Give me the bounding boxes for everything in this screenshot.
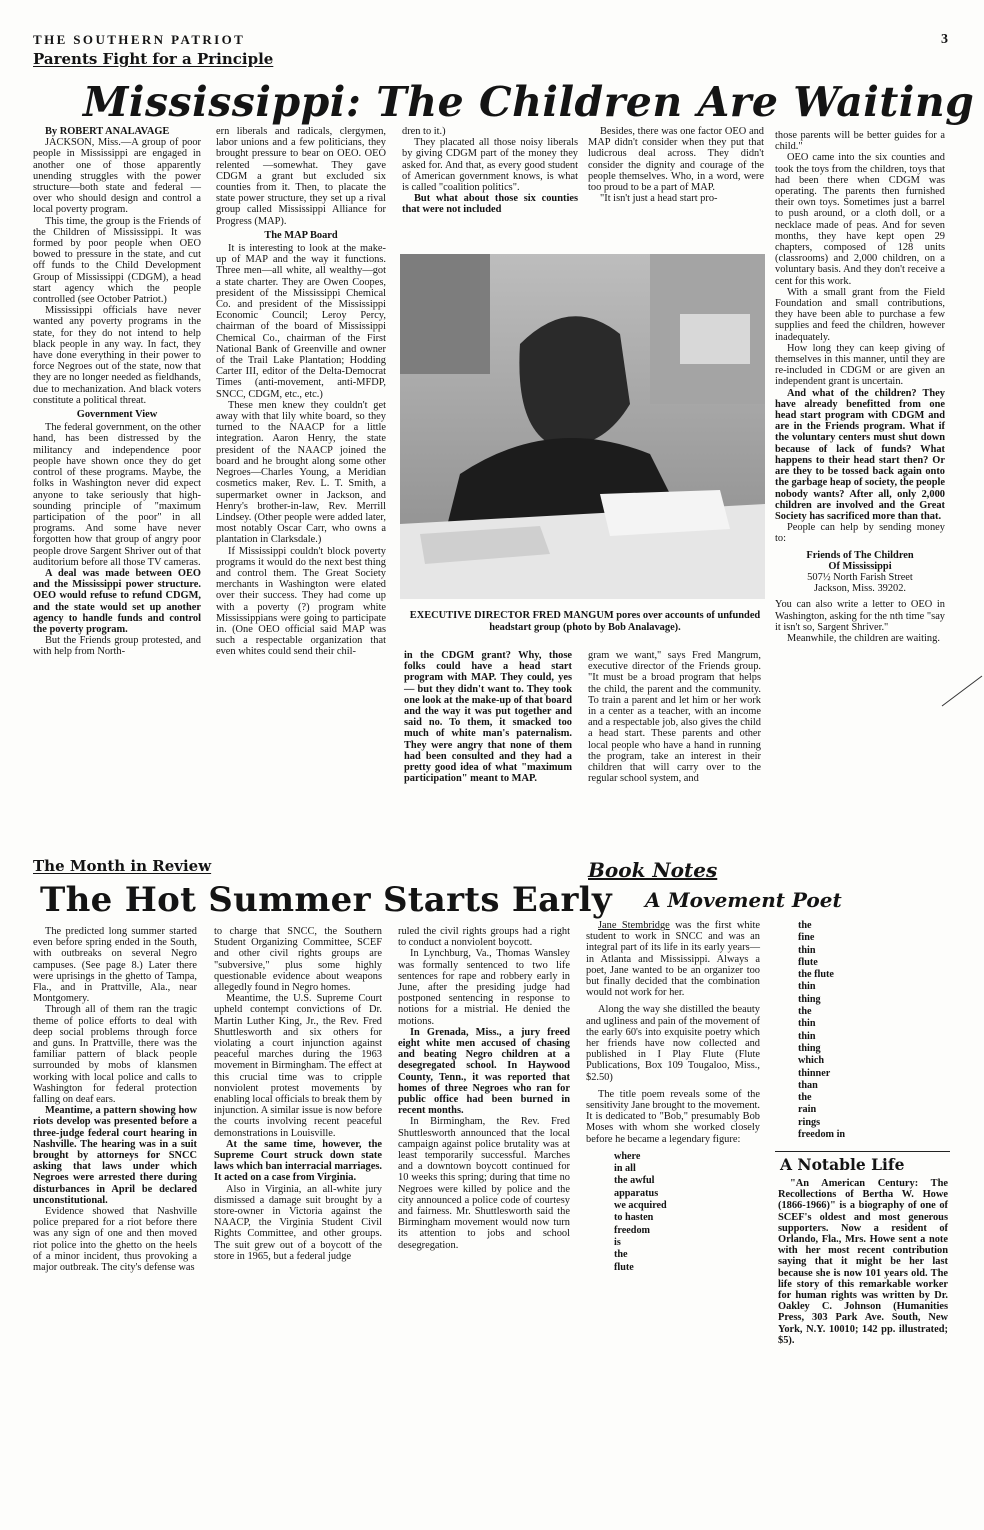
photo-fred-mangum xyxy=(400,254,765,599)
paragraph-bold: At the same time, however, the Supreme Court struck down state laws which ban interracial marriages. It acted on a case from Virginia. xyxy=(214,1138,382,1184)
poem-line: freedom xyxy=(614,1224,651,1236)
paragraph: ern liberals and radicals, clergymen, labor unions and a few politicians, they brought pressure to bear on OEO. OEO relented —somewhat. They gave CDGM a grant but excluded six counties from it. Then, to placate the state power structure, they set up a rival group called Mississippi Alliance for Progress (MAP). xyxy=(216,126,386,227)
paragraph: If Mississippi couldn't block poverty programs it would do the next best thing and control them. The Great Society merchants in Washington were elated over their success. They had come up with a poverty (?) program white Mississippians were going to participate in. (One OEO official said MAP was such a respectable organization that even whites could send their chil- xyxy=(216,545,386,658)
poem-line: the xyxy=(614,1249,628,1261)
paragraph: How long they can keep giving of themselves in this manner, until they are re-included in CDGM or are given an independent grant is uncertain. xyxy=(775,342,945,388)
poem-line: where xyxy=(614,1150,641,1162)
poem-line: freedom in xyxy=(798,1129,846,1141)
paragraph: You can also write a letter to OEO in Washington, asking for the nth time "say it isn't so, Sargent Shriver." xyxy=(775,599,945,633)
poem-line: thing xyxy=(798,993,821,1005)
photo-caption: EXECUTIVE DIRECTOR FRED MANGUM pores over accounts of unfunded headstart group (photo by Bob Analavage). xyxy=(409,610,761,633)
story1-column-4-bottom xyxy=(588,650,761,784)
story2-column-1 xyxy=(33,926,197,1273)
paragraph: was the first white student to work in SNCC and was an integral part of its life in its early years—in Atlanta and Mississippi. Always a poet, Jane wanted to be an organizer too but finally decided that the combination would not work for her. xyxy=(586,920,760,999)
paragraph: Also in Virginia, an all-white jury dismissed a damage suit brought by a store-owner in Victoria against the NAACP, the Virginia Student Civil Rights Committee, and other groups. The suit grew out of a boycott of the store in 1965, but a federal judge xyxy=(214,1183,382,1262)
story2-column-2 xyxy=(214,926,382,1262)
story2-kicker: The Month in Review xyxy=(33,857,212,875)
paragraph: Meantime, the U.S. Supreme Court upheld contempt convictions of Dr. Martin Luther King, Jr., the Rev. Fred Shuttlesworth and six others for violating a court injunction against peaceful marches during the 1963 movement in Birmingham. The effect at this crucial time was to cripple nonviolent protest movements by enabling local officials to break them by injunction. A similar issue is now before the courts involving recent peaceful demonstrations in Louisville. xyxy=(214,993,382,1139)
paragraph: The predicted long summer started even before spring ended in the South, with outbreaks on several Negro campuses. (See page 8.) Later there were uprisings in the ghetto of Tampa, Fla., and in Prattville, Ala., near Montgomery. xyxy=(33,926,197,1005)
story2-headline: The Hot Summer Starts Early xyxy=(40,880,612,920)
poem-line: the xyxy=(798,1092,812,1104)
paragraph: Mississippi officials have never wanted any poverty programs in the state, for they do not intend to help black people in any way. In fact, they have done everything in their power to force Negroes out of the state, now that they are no longer needed as fieldhands, due to mechanization. And black voters constitute a political threat. xyxy=(33,305,201,406)
divider xyxy=(775,1151,950,1152)
paragraph-bold: in the CDGM grant? Why, those folks could have a head start program with MAP. They could, yes — but they didn't want to. They took one look at the make-up of that board and the way it was put together and said no. To them, it smacked too much of white man's paternalism. They were angry that none of them had been consulted and they had a pretty good idea of what "maximum participation" meant to MAP. xyxy=(404,650,572,785)
story1-column-3-top xyxy=(402,126,578,216)
newspaper-masthead: THE SOUTHERN PATRIOT xyxy=(33,32,246,47)
story1-column-3-bottom xyxy=(404,650,572,784)
story2-column-3 xyxy=(398,926,570,1251)
poem-line: thin xyxy=(798,1018,816,1030)
paragraph-bold: In Grenada, Miss., a jury freed eight white men accused of chasing and beating Negro children at a desegregated school. In Haywood County, Tenn., it was reported that homes of three Negroes who ran for public office had been burned in recent months. xyxy=(398,1026,570,1117)
poem-line: the xyxy=(798,1006,812,1018)
address-line: 507½ North Farish Street xyxy=(807,571,913,583)
notable-life-headline: A Notable Life xyxy=(780,1155,905,1174)
poem-line: rain xyxy=(798,1104,817,1116)
byline: By ROBERT ANALAVAGE xyxy=(45,126,170,137)
poem-line: the xyxy=(798,920,812,931)
paragraph: Along the way she distilled the beauty and ugliness and pain of the movement of the early 60's into exquisite poetry which her friends have now collected and published in I Play Flute (Flute Publications, Box 109 Tougaloo, Miss., $2.50) xyxy=(586,1004,761,1083)
story1-column-4-top xyxy=(588,126,764,204)
paragraph: JACKSON, Miss.—A group of poor people in Mississippi are engaged in another one of those apparently unending struggles with the power structure—both state and federal — over who should design and control a local poverty program. xyxy=(33,137,201,216)
poem-line: thin xyxy=(798,944,816,956)
paragraph-bold: But what about those six counties that were not included xyxy=(402,193,578,216)
address-line: Of Mississippi xyxy=(828,560,892,572)
paragraph: People can help by sending money to: xyxy=(775,522,945,545)
paragraph: They placated all those noisy liberals by giving CDGM part of the money they asked for. And that, as every good student of American government knows, is what is called "coalition politics". xyxy=(402,137,578,194)
paragraph: gram we want," says Fred Mangrum, executive director of the Friends group. "It must be a broad program that helps the child, the parent and the community. To train a parent and let him or her work in a center as a teacher, with an income and a respectable job, also gives the child a head start. These parents and other local people who have a hand in running the program, take an interest in their children that will carry over to the regular school system, and xyxy=(588,650,761,785)
paragraph: Through all of them ran the tragic theme of police efforts to deal with deep social problems through force and guns. In Prattville, there was the familiar pattern of black people surrounded by mobs of klansmen working with local police and calls to Washington for federal protection falling on deaf ears. xyxy=(33,1004,197,1106)
paragraph-bold: "An American Century: The Recollections of Bertha W. Howe (1866-1966)" is a biography of one of SCEF's oldest and most generous supporters. Now a resident of Orlando, Fla., Mrs. Howe sent a note with her most recent contribution saying that it might be her last because she is now 101 years old. The life story of this remarkable worker for human rights was written by Dr. Oakley C. Johnson (Humanities Press, 303 Park Ave. South, New York, N.Y. 10010; 142 pp. illustrated; $5). xyxy=(778,1178,948,1346)
subhead-government-view: Government View xyxy=(76,409,158,421)
paragraph-bold: And what of the children? They have already benefitted from one head start program with CDGM and are in the Friends program. What if the voluntary centers must shut down because of lack of funds? What happens to their head start then? Or are they to be tossed back again onto the garbage heap of society, the people nobody wants? After all, only 2,000 children are involved and the Great Society has sacrificed more than that. xyxy=(775,387,945,522)
book-notes-headline: A Movement Poet xyxy=(645,888,842,912)
paragraph: This time, the group is the Friends of the Children of Mississippi. It was formed by poor people when OEO bowed to pressure in the state, and cut off funds to the Child Development Group of Mississippi (CDGM), a head start agency which the people controlled (see October Patriot.) xyxy=(33,215,201,306)
book-notes-column xyxy=(586,920,760,1274)
poem-line: thin xyxy=(798,981,816,993)
photo-image xyxy=(400,254,765,599)
poem-part-2 xyxy=(798,920,845,1141)
poem-part-1 xyxy=(614,1151,760,1274)
poem-line: fine xyxy=(798,932,815,944)
poem-line: is xyxy=(614,1236,621,1248)
subhead-map-board: The MAP Board xyxy=(264,229,338,241)
poem-line: flute xyxy=(614,1261,634,1273)
paragraph: Meanwhile, the children are waiting. xyxy=(787,632,940,644)
story1-column-2 xyxy=(216,126,386,658)
poem-line: we acquired xyxy=(614,1200,667,1212)
paragraph: OEO came into the six counties and took the toys from the children, toys that had been there when CDGM was operating. The parents then furnished their own toys. Sometimes just a barrel to push around, or a cloth doll, or a necklace made of peas. And for seven months, they have kept open 29 chapters, composed of 128 units (classrooms) and 2,000 children, on a voluntary basis. And they don't receive a cent for this work. xyxy=(775,152,945,287)
poem-line: to hasten xyxy=(614,1212,654,1224)
address-line: Jackson, Miss. 39202. xyxy=(813,583,907,595)
book-notes-kicker: Book Notes xyxy=(588,858,718,882)
poem-line: than xyxy=(798,1079,818,1091)
poem-line: thing xyxy=(798,1042,821,1054)
address-line: Friends of The Children xyxy=(806,549,914,561)
paragraph: Besides, there was one factor OEO and MAP didn't consider when they put that ludicrous deal across. They didn't consider the dignity and courage of the people themselves. Who, in a word, were too proud to be a part of MAP. xyxy=(588,126,764,194)
paragraph: It is interesting to look at the make-up of MAP and the way it functions. Three men—all white, all wealthy—got a state charter. They are Owen Coopes, president of the Mississippi Chemical Co. and president of the Mississippi Economic Council; Leroy Percy, chairman of the board of Mississippi Chemical Co., chairman of the First National Bank of Greenville and owner of the Trail Lake Plantation; Hodding Carter III, editor of the Delta-Democrat Times (anti-movement, anti-MFDP, SNCC, CDGM, etc., etc.) xyxy=(216,243,386,400)
paragraph: "It isn't just a head start pro- xyxy=(600,193,718,205)
poem-line: rings xyxy=(798,1116,821,1128)
poem-line: the flute xyxy=(798,969,834,981)
paragraph: Evidence showed that Nashville police prepared for a riot before there was any sign of one and then moved riot police into the ghetto on the heels of a minor incident, thus provoking a major outbreak. The city's defense was xyxy=(33,1206,197,1274)
author-name: Jane Stembridge xyxy=(598,920,670,931)
poem-line: in all xyxy=(614,1163,636,1175)
story1-column-1 xyxy=(33,126,201,658)
paragraph: those parents will be better guides for a child." xyxy=(775,130,945,153)
paragraph: In Birmingham, the Rev. Fred Shuttlesworth announced that the local campaign against police brutality was at least temporarily successful. Marches and a downtown boycott continued for 10 weeks this spring; during that time no Negroes were killed by police and the city announced a police code of courtesy and fairness. Mr. Shuttlesworth said the Birmingham movement would now turn its attention to jobs and school desegregation. xyxy=(398,1116,570,1251)
poem-line: the awful xyxy=(614,1175,655,1187)
poem-line: thinner xyxy=(798,1067,831,1079)
poem-line: which xyxy=(798,1055,825,1067)
paragraph: These men knew they couldn't get away with that lily white board, so they turned to the NAACP for a little integration. Aaron Henry, the state president of the NAACP joined the board and he brought along some other Negroes—Charles Young, a Meridian cosmetics maker, Rev. L. T. Smith, a supermarket owner in Jackson, and Henry's brother-in-law, Rev. Merrill Lindsey. (Other people were added later, most notably Oscar Carr, who owns a plantation in Clarksdale.) xyxy=(216,399,386,546)
donation-address xyxy=(775,550,945,595)
paragraph: ruled the civil rights groups had a right to conduct a nonviolent boycott. xyxy=(398,926,570,949)
poem-line: flute xyxy=(798,956,818,968)
pen-mark-icon xyxy=(940,672,984,712)
poem-line: thin xyxy=(798,1030,816,1042)
story1-column-5 xyxy=(775,130,945,644)
paragraph: The title poem reveals some of the sensitivity Jane brought to the movement. It is dedicated to "Bob," presumably Bob Moses with whom she worked closely before he became a legendary figure: xyxy=(586,1088,760,1145)
paragraph: dren to it.) xyxy=(402,126,446,137)
paragraph: to charge that SNCC, the Southern Student Organizing Committee, SCEF and other civil rights groups are "subversive," plus some highly questionable evidence about weapons allegedly found in Negro homes. xyxy=(214,926,382,994)
story1-kicker: Parents Fight for a Principle xyxy=(33,50,274,68)
paragraph-bold: A deal was made between OEO and the Mississippi power structure. OEO would refuse to refund CDGM, and the state would set up another agency to handle funds and control the poverty program. xyxy=(33,567,201,635)
story1-headline: Mississippi: The Children Are Waiting xyxy=(83,78,975,126)
paragraph: In Lynchburg, Va., Thomas Wansley was formally sentenced to two life sentences for rape and robbery early in June, after the presiding judge had postponed sentencing in response to notions for a mistrial. He denied the motions. xyxy=(398,948,570,1027)
notable-life-column xyxy=(778,1178,948,1346)
paragraph: The federal government, on the other hand, has been distressed by the militancy and independence poor people have shown once they do get control of these programs. Maybe, the folks in Washington never did expect anyone to take seriously that high-sounding principle of "maximum participation of the poor" in all programs. And some have never forgotten how that group of angry poor people drove Sargent Shriver out of that auditorium before all those TV cameras. xyxy=(33,422,201,568)
page-number: 3 xyxy=(941,32,948,47)
paragraph: But the Friends group protested, and with help from North- xyxy=(33,635,201,658)
paragraph: With a small grant from the Field Foundation and small contributions, they have been able to purchase a few supplies and feed the children, however inadequately. xyxy=(775,286,945,343)
poem-line: apparatus xyxy=(614,1187,659,1199)
paragraph-bold: Meantime, a pattern showing how riots develop was presented before a three-judge federal court hearing in Nashville. The hearing was in a suit brought by attorneys for SNCC asking that laws under which Negroes were arrested there during disturbances in April be declared unconstitutional. xyxy=(33,1105,197,1206)
